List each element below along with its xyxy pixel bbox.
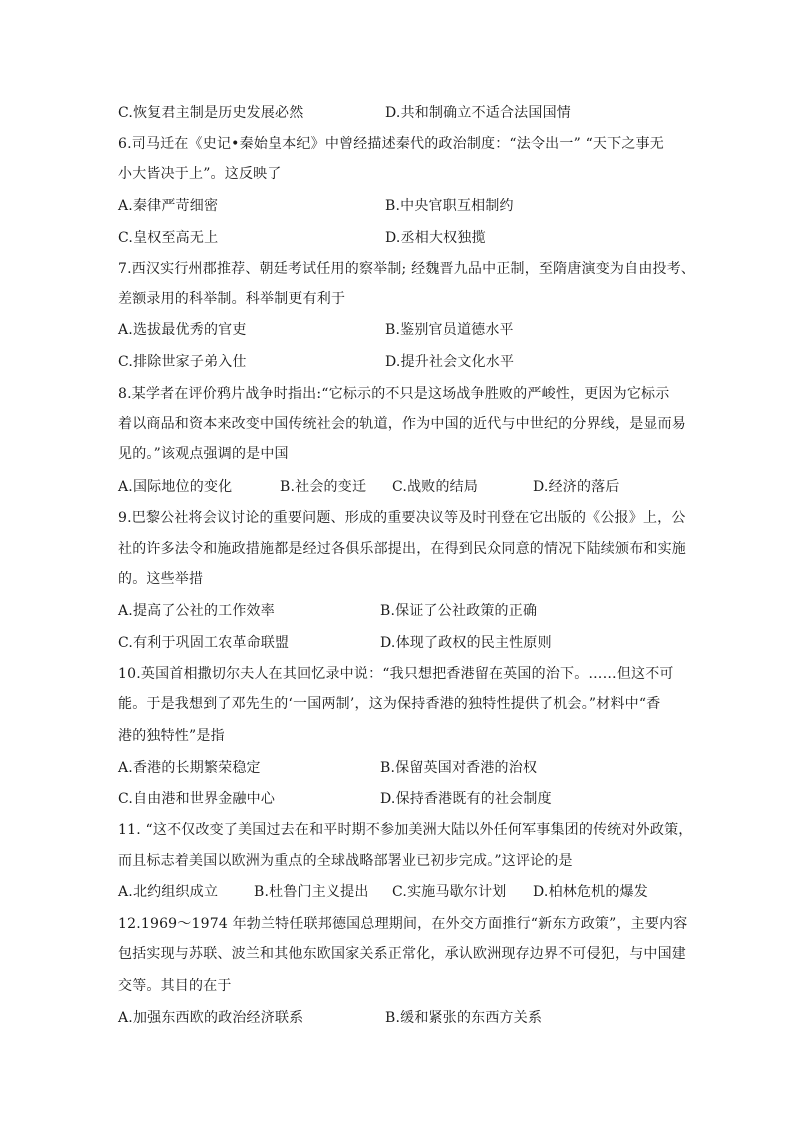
q7-option-c: C.排除世家子弟入仕	[118, 354, 247, 370]
q9-stem-line-2: 社的许多法令和施政措施都是经过各俱乐部提出，在得到民众同意的情况下陆续颁布和实施	[118, 541, 686, 557]
q8-stem-line-1: 8.某学者在评价鸦片战争时指出:“它标示的不只是这场战争胜败的严峻性，更因为它标示	[118, 386, 670, 402]
q5-option-c: C.恢复君主制是历史发展必然	[118, 105, 304, 121]
q9-option-c: C.有利于巩固工农革命联盟	[118, 635, 290, 651]
q8-stem-line-3: 见的。”该观点强调的是中国	[118, 446, 289, 462]
q9-option-b: B.保证了公社政策的正确	[380, 603, 538, 619]
q6-option-c: C.皇权至高无上	[118, 230, 219, 246]
q10-option-c: C.自由港和世界金融中心	[118, 791, 276, 807]
q6-stem-line-1: 6.司马迁在《史记•秦始皇本纪》中曾经描述秦代的政治制度：“法令出一” “天下之事无	[118, 136, 664, 152]
q11-option-d: D.柏林危机的爆发	[533, 884, 648, 900]
q11-stem-line-1: 11. “这不仅改变了美国过去在和平时期不参加美洲大陆以外任何军事集团的传统对外政策，	[118, 822, 693, 838]
q10-stem-line-1: 10.英国首相撒切尔夫人在其回忆录中说：“我只想把香港留在英国的治下。……但这不可	[118, 666, 674, 682]
q6-option-a: A.秦律严苛细密	[118, 198, 219, 214]
q7-option-a: A.选拔最优秀的官吏	[118, 322, 247, 338]
q10-option-d: D.保持香港既有的社会制度	[380, 791, 552, 807]
q10-stem-line-2: 能。于是我想到了邓先生的‘一国两制’，这为保持香港的独特性提供了机会。”材料中“香	[118, 696, 661, 712]
q11-option-c: C.实施马歇尔计划	[392, 884, 507, 900]
q8-stem-line-2: 着以商品和资本来改变中国传统社会的轨道，作为中国的近代与中世纪的分界线，是显而易	[118, 416, 686, 432]
q8-option-a: A.国际地位的变化	[118, 479, 233, 495]
q11-stem-line-2: 而且标志着美国以欧洲为重点的全球战略部署业已初步完成。”这评论的是	[118, 853, 573, 869]
q7-option-b: B.鉴别官员道德水平	[385, 322, 514, 338]
q11-option-a: A.北约组织成立	[118, 884, 219, 900]
q7-stem-line-2: 差额录用的科举制。科举制更有利于	[118, 291, 346, 307]
q6-stem-line-2: 小大皆决于上”。这反映了	[118, 166, 282, 182]
q10-option-a: A.香港的长期繁荣稳定	[118, 760, 261, 776]
q9-option-d: D.体现了政权的民主性原则	[380, 635, 552, 651]
q10-stem-line-3: 港的独特性”是指	[118, 728, 225, 744]
q9-stem-line-3: 的。这些举措	[118, 571, 204, 587]
q12-option-a: A.加强东西欧的政治经济联系	[118, 1010, 304, 1026]
q12-stem-line-3: 交等。其目的在于	[118, 978, 232, 994]
q7-stem-line-1: 7.西汉实行州郡推荐、朝廷考试任用的察举制; 经魏晋九品中正制，至隋唐演变为自由投考、	[118, 261, 696, 277]
q7-option-d: D.提升社会文化水平	[385, 354, 515, 370]
q12-option-b: B.缓和紧张的东西方关系	[385, 1010, 543, 1026]
q8-option-d: D.经济的落后	[533, 479, 620, 495]
q11-option-b: B.杜鲁门主义提出	[254, 884, 369, 900]
q10-option-b: B.保留英国对香港的治权	[380, 760, 538, 776]
q12-stem-line-2: 包括实现与苏联、波兰和其他东欧国家关系正常化，承认欧洲现存边界不可侵犯，与中国建	[118, 946, 686, 962]
q12-stem-line-1: 12.1969～1974 年勃兰特任联邦德国总理期间，在外交方面推行“新东方政策”，主要内容	[118, 916, 688, 932]
q6-option-b: B.中央官职互相制约	[385, 198, 514, 214]
q8-option-c: C.战败的结局	[392, 479, 479, 495]
q6-option-d: D.丞相大权独揽	[385, 230, 486, 246]
q8-option-b: B.社会的变迁	[280, 479, 367, 495]
q9-option-a: A.提高了公社的工作效率	[118, 603, 275, 619]
q9-stem-line-1: 9.巴黎公社将会议讨论的重要问题、形成的重要决议等及时刊登在它出版的《公报》上，公	[118, 510, 686, 526]
q5-option-d: D.共和制确立不适合法国国情	[385, 105, 571, 121]
